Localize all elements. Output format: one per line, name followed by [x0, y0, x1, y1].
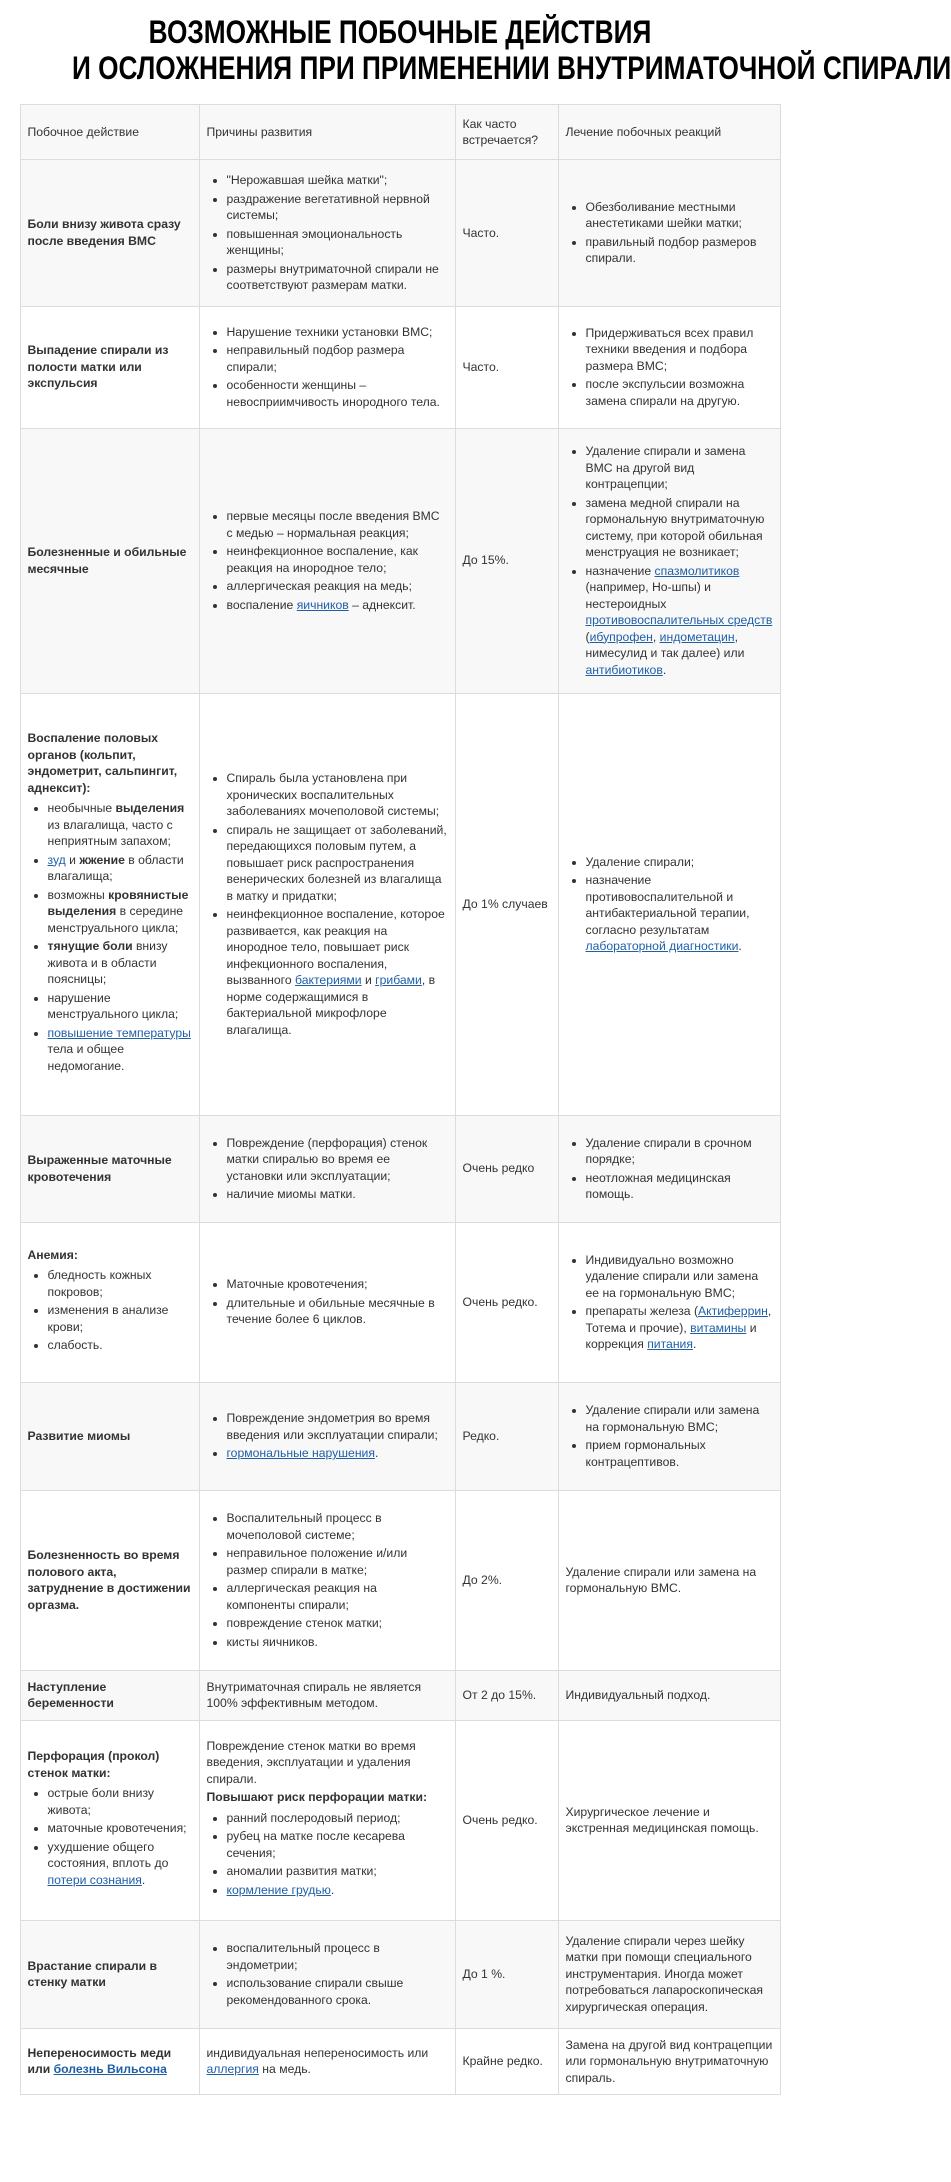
- list-item: • после экспульсии возможна замена спирали на другую.: [586, 376, 773, 409]
- list-item: • ранний послеродовый период;: [227, 1810, 448, 1827]
- text: возможны: [47, 887, 109, 902]
- link-hormonal-disorders[interactable]: гормональные нарушения: [226, 1446, 375, 1461]
- list-item: • длительные и обильные месячные в течение более 6 циклов.: [227, 1295, 448, 1328]
- side-effect-title: Перфорация (прокол) стенок матки:: [27, 1749, 160, 1780]
- list-item: • рубец на матке после кесарева сечения;: [227, 1828, 448, 1861]
- treatment-cell: Замена на другой вид контрацепции или гормональную внутриматочную спираль.: [558, 2028, 780, 2095]
- list-item: • особенности женщины – невосприимчивость инородного тела.: [227, 377, 448, 410]
- frequency-cell: Часто.: [455, 306, 558, 428]
- causes-cell: [199, 1115, 455, 1222]
- link-ibuprofen[interactable]: ибупрофен: [589, 629, 653, 644]
- text: в середине менструального цикла;: [47, 904, 184, 935]
- list-item: [586, 563, 773, 679]
- text: Непереносимость меди или: [27, 2045, 172, 2077]
- treatment-cell: Удаление спирали или замена на гормональную ВМС.: [558, 1490, 780, 1670]
- list-item: [227, 906, 448, 1038]
- table-row: [20, 428, 780, 693]
- causes-cell: [199, 2028, 455, 2095]
- link-bacteria[interactable]: бактериями: [295, 973, 362, 987]
- list-item: • бледность кожных покровов;: [48, 1267, 192, 1300]
- list-item: • неправильное положение и/или размер спирали в матке;: [227, 1545, 448, 1578]
- link-indometacin[interactable]: индометацин: [659, 629, 735, 644]
- list-item: • изменения в анализе крови;: [48, 1302, 192, 1335]
- text: (: [585, 629, 590, 644]
- frequency-cell: От 2 до 15%.: [455, 1670, 558, 1720]
- text: ,: [652, 629, 660, 644]
- title-line-2: И ОСЛОЖНЕНИЯ ПРИ ПРИМЕНЕНИИ ВНУТРИМАТОЧНОЙ СПИРАЛИ: [72, 50, 951, 86]
- causes-cell: [199, 1720, 455, 1920]
- treatment-cell: [558, 306, 780, 428]
- list-item: [48, 1025, 192, 1075]
- side-effect-cell: Наступление беременности: [20, 1670, 199, 1720]
- table-row: [20, 1115, 780, 1222]
- list-item: • повреждение стенок матки;: [227, 1615, 448, 1632]
- side-effect-cell: [20, 693, 199, 1115]
- text: , нимесулид и так далее) или: [585, 629, 745, 660]
- frequency-cell: До 15%.: [455, 428, 558, 693]
- link-nsaid[interactable]: противовоспалительных средств: [585, 613, 773, 627]
- text: внизу живота и в области поясницы;: [47, 939, 168, 986]
- text: и: [361, 973, 376, 987]
- causes-cell: [199, 1490, 455, 1670]
- list-item: [586, 872, 773, 955]
- treatment-cell: Удаление спирали через шейку матки при помощи специального инструментария. Иногда может потребоваться лапароскопическая хирургическая операция.: [558, 1920, 780, 2028]
- side-effect-cell: Развитие миомы: [20, 1382, 199, 1490]
- cause-bold: Повышают риск перфорации матки:: [206, 1790, 428, 1805]
- list-item: [227, 1882, 448, 1899]
- list-item: • неинфекционное воспаление, как реакция на инородное тело;: [227, 543, 448, 576]
- link-breastfeeding[interactable]: кормление грудью: [226, 1882, 331, 1897]
- treatment-cell: Индивидуальный подход.: [558, 1670, 780, 1720]
- list-item: [586, 1303, 773, 1353]
- text: кровянистые выделения: [47, 887, 189, 918]
- side-effect-cell: Болезненность во время полового акта, затруднение в достижении оргазма.: [20, 1490, 199, 1670]
- text: .: [330, 1882, 335, 1897]
- link-fever[interactable]: повышение температуры: [47, 1025, 191, 1040]
- list-item: • Спираль была установлена при хронических воспалительных заболеваниях мочеполовой системы;: [227, 770, 448, 820]
- frequency-cell: Очень редко.: [455, 1720, 558, 1920]
- list-item: [48, 938, 192, 988]
- text: необычные: [47, 801, 116, 815]
- causes-cell: [199, 428, 455, 693]
- list-item: • Воспалительный процесс в мочеполовой системе;: [227, 1510, 448, 1543]
- cause-text: Повреждение стенок матки во время введения, эксплуатации и удаления спирали.: [206, 1738, 416, 1786]
- list-item: [227, 1445, 448, 1462]
- list-item: • правильный подбор размеров спирали.: [586, 234, 773, 267]
- treatment-cell: [558, 693, 780, 1115]
- list-item: • Маточные кровотечения;: [227, 1276, 448, 1293]
- list-item: • неправильный подбор размера спирали;: [227, 342, 448, 375]
- text: препараты железа (: [585, 1304, 699, 1318]
- side-effects-table: [20, 104, 781, 2095]
- link-spasmolytics[interactable]: спазмолитиков: [654, 563, 740, 578]
- table-row: [20, 1720, 780, 1920]
- list-item: • "Нерожавшая шейка матки";: [227, 172, 448, 189]
- table-row: [20, 160, 780, 307]
- table-row: [20, 1920, 780, 2028]
- table-row: [20, 693, 780, 1115]
- side-effect-cell: Болезненные и обильные месячные: [20, 428, 199, 693]
- side-effect-title: Воспаление половых органов (кольпит, эндометрит, сальпингит, аднексит):: [27, 731, 178, 795]
- link-antibiotics[interactable]: антибиотиков: [585, 662, 663, 677]
- text: на медь.: [258, 2062, 311, 2077]
- frequency-cell: До 1% случаев: [455, 693, 558, 1115]
- treatment-cell: [558, 1115, 780, 1222]
- causes-cell: [199, 1382, 455, 1490]
- list-item: • слабость.: [48, 1337, 192, 1354]
- frequency-cell: Очень редко.: [455, 1222, 558, 1382]
- list-item: • Удаление спирали или замена на гормональную ВМС;: [586, 1402, 773, 1435]
- table-row: [20, 1670, 780, 1720]
- list-item: • Индивидуально возможно удаление спирали или замена ее на гормональную ВМС;: [586, 1252, 773, 1302]
- list-item: • нарушение менструального цикла;: [48, 990, 192, 1023]
- list-item: • маточные кровотечения;: [48, 1820, 192, 1837]
- list-item: • прием гормональных контрацептивов.: [586, 1437, 773, 1470]
- causes-cell: [199, 160, 455, 307]
- header-treatment: Лечение побочных реакций: [558, 105, 780, 160]
- list-item: • Обезболивание местными анестетиками шейки матки;: [586, 199, 773, 232]
- list-item: [48, 887, 192, 937]
- table-row: [20, 2028, 780, 2095]
- list-item: • раздражение вегетативной нервной системы;: [227, 191, 448, 224]
- text: – аднексит.: [348, 597, 416, 612]
- text: неинфекционное воспаление, которое развивается, как реакция на инородное тело, повышает риск инфекционного воспаления, вызванного: [226, 907, 445, 987]
- text: , в норме содержащимися в бактериальной микрофлоре влагалища.: [226, 973, 436, 1037]
- text: из влагалища, часто с неприятным запахом;: [47, 817, 173, 848]
- frequency-cell: Крайне редко.: [455, 2028, 558, 2095]
- text: ухудшение общего состояния, вплоть до: [47, 1839, 169, 1870]
- causes-cell: [199, 306, 455, 428]
- list-item: • использование спирали свыше рекомендованного срока.: [227, 1975, 448, 2008]
- list-item: • воспалительный процесс в эндометрии;: [227, 1940, 448, 1973]
- table-row: [20, 306, 780, 428]
- side-effect-cell: [20, 2028, 199, 2095]
- side-effect-cell: Врастание спирали в стенку матки: [20, 1920, 199, 2028]
- list-item: [227, 597, 448, 614]
- frequency-cell: Часто.: [455, 160, 558, 307]
- text: в области влагалища;: [47, 852, 184, 883]
- link-fungi[interactable]: грибами: [375, 973, 422, 987]
- list-item: • Нарушение техники установки ВМС;: [227, 324, 448, 341]
- list-item: [48, 800, 192, 850]
- list-item: • Повреждение (перфорация) стенок матки спиралью во время ее установки или эксплуатации;: [227, 1135, 448, 1185]
- table-row: [20, 1382, 780, 1490]
- link-allergy[interactable]: аллергия: [206, 2062, 259, 2077]
- text: выделения: [115, 801, 185, 815]
- causes-cell: [199, 1920, 455, 2028]
- text: назначение: [585, 563, 655, 578]
- header-side-effect: Побочное действие: [20, 105, 199, 160]
- list-item: • спираль не защищает от заболеваний, передающихся половым путем, а повышает риск распространения венерических болезней из влагалища в матку и придатки;: [227, 822, 448, 905]
- side-effect-cell: [20, 1222, 199, 1382]
- causes-cell: [199, 1222, 455, 1382]
- text: .: [662, 662, 667, 677]
- header-causes: Причины развития: [199, 105, 455, 160]
- list-item: • замена медной спирали на гормональную внутриматочную систему, при которой обильная менструация не возникает;: [586, 495, 773, 561]
- list-item: • Удаление спирали в срочном порядке;: [586, 1135, 773, 1168]
- text: .: [374, 1446, 379, 1461]
- treatment-cell: Хирургическое лечение и экстренная медицинская помощь.: [558, 1720, 780, 1920]
- table-header-row: [20, 105, 780, 160]
- list-item: • размеры внутриматочной спирали не соответствуют размерам матки.: [227, 261, 448, 294]
- text: и: [65, 852, 80, 867]
- text: .: [141, 1872, 146, 1887]
- text: жжение: [79, 852, 125, 867]
- list-item: • наличие миомы матки.: [227, 1186, 448, 1203]
- link-ovaries[interactable]: яичников: [296, 597, 349, 612]
- text: и коррекция: [585, 1320, 757, 1351]
- treatment-cell: [558, 1382, 780, 1490]
- frequency-cell: До 1 %.: [455, 1920, 558, 2028]
- text: (например, Но-шпы) и нестероидных: [585, 580, 711, 611]
- text: тянущие боли: [47, 939, 133, 953]
- list-item: • Удаление спирали и замена ВМС на другой вид контрацепции;: [586, 443, 773, 493]
- treatment-cell: [558, 160, 780, 307]
- list-item: • Удаление спирали;: [586, 854, 773, 871]
- treatment-cell: [558, 1222, 780, 1382]
- list-item: [48, 1839, 192, 1889]
- side-effect-cell: [20, 1720, 199, 1920]
- list-item: • аллергическая реакция на медь;: [227, 578, 448, 595]
- text: назначение противовоспалительной и антибактериальной терапии, согласно результатам: [585, 873, 750, 937]
- link-wilson-disease[interactable]: болезнь Вильсона: [53, 2062, 167, 2077]
- frequency-cell: До 2%.: [455, 1490, 558, 1670]
- text: , Тотема и прочие),: [585, 1304, 772, 1335]
- treatment-cell: [558, 428, 780, 693]
- causes-cell: Внутриматочная спираль не является 100% эффективным методом.: [199, 1670, 455, 1720]
- text: тела и общее недомогание.: [47, 1042, 125, 1073]
- list-item: • Придерживаться всех правил техники введения и подбора размера ВМС;: [586, 325, 773, 375]
- header-frequency: Как часто встречается?: [455, 105, 558, 160]
- text: индивидуальная непереносимость или: [206, 2045, 429, 2060]
- text: .: [738, 939, 742, 953]
- list-item: • повышенная эмоциональность женщины;: [227, 226, 448, 259]
- list-item: • аномалии развития матки;: [227, 1863, 448, 1880]
- list-item: • аллергическая реакция на компоненты спирали;: [227, 1580, 448, 1613]
- link-loss-of-consciousness[interactable]: потери сознания: [47, 1872, 142, 1887]
- page-title: [0, 0, 951, 104]
- frequency-cell: Редко.: [455, 1382, 558, 1490]
- link-vitamins[interactable]: витамины: [690, 1320, 747, 1335]
- list-item: • острые боли внизу живота;: [48, 1785, 192, 1818]
- table-row: [20, 1490, 780, 1670]
- side-effect-cell: Выраженные маточные кровотечения: [20, 1115, 199, 1222]
- title-line-1: ВОЗМОЖНЫЕ ПОБОЧНЫЕ ДЕЙСТВИЯ: [148, 14, 652, 50]
- text: .: [692, 1337, 697, 1351]
- list-item: • Повреждение эндометрия во время введения или эксплуатации спирали;: [227, 1410, 448, 1443]
- text: воспаление: [226, 597, 297, 612]
- frequency-cell: Очень редко: [455, 1115, 558, 1222]
- side-effect-title: Анемия:: [27, 1247, 78, 1262]
- list-item: • неотложная медицинская помощь.: [586, 1170, 773, 1203]
- link-itch[interactable]: зуд: [47, 852, 66, 867]
- link-nutrition[interactable]: питания: [647, 1337, 693, 1351]
- list-item: [48, 852, 192, 885]
- list-item: • первые месяцы после введения ВМС с медью – нормальная реакция;: [227, 508, 448, 541]
- link-aktiferrin[interactable]: Актиферрин: [698, 1304, 768, 1318]
- causes-cell: [199, 693, 455, 1115]
- side-effect-cell: Боли внизу живота сразу после введения ВМС: [20, 160, 199, 307]
- side-effect-cell: Выпадение спирали из полости матки или экспульсия: [20, 306, 199, 428]
- table-row: [20, 1222, 780, 1382]
- link-lab-diagnostics[interactable]: лабораторной диагностики: [585, 939, 739, 953]
- list-item: • кисты яичников.: [227, 1634, 448, 1651]
